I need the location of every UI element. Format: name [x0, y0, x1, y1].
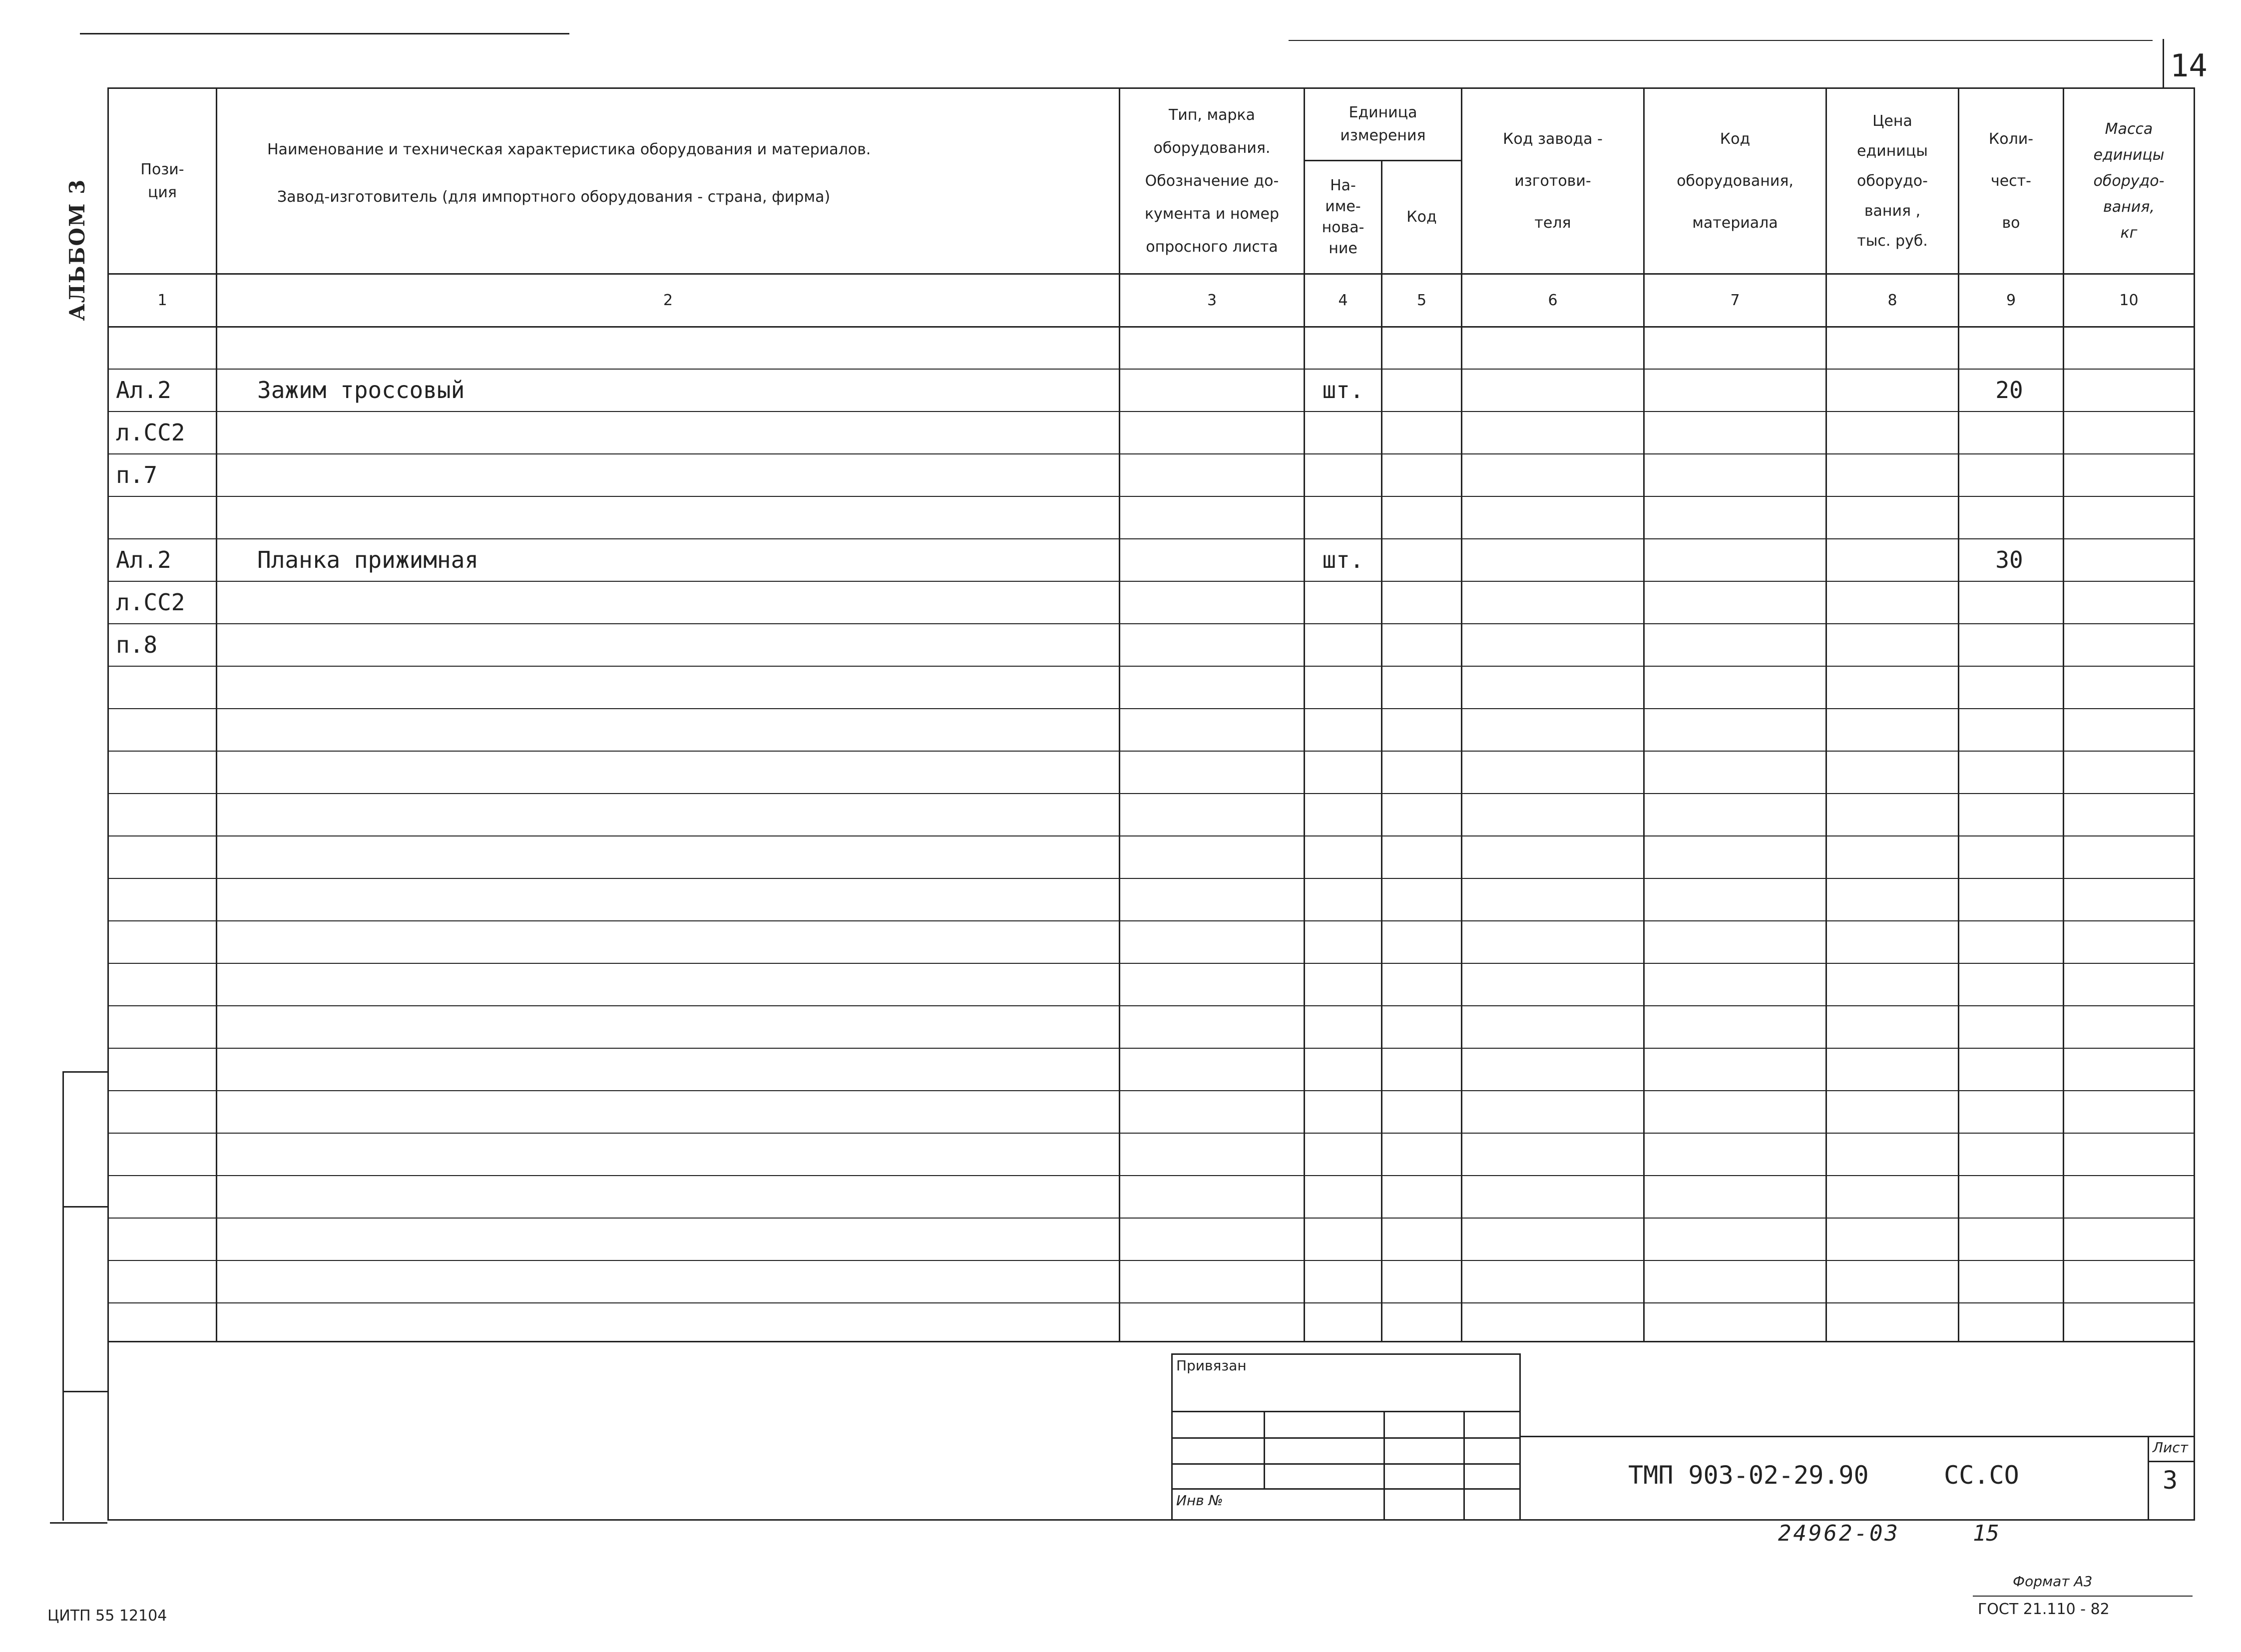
header-unit-name: На- име- нова- ние [1322, 177, 1364, 257]
row-divider [107, 1302, 2195, 1303]
format-label: Формат А3 [2013, 1573, 2093, 1590]
row-divider [107, 751, 2195, 752]
sheet-number: 3 [2163, 1466, 2178, 1495]
quantity-cell [1959, 581, 2059, 623]
column-number: 3 [1207, 291, 1217, 309]
row-divider [107, 920, 2195, 921]
column-number: 7 [1730, 291, 1740, 309]
row-divider [107, 1090, 2195, 1091]
unit-cell [1305, 411, 1381, 453]
header-unit-mass: Масса единицы оборудо- вания, кг [2093, 120, 2165, 242]
row-divider [107, 878, 2195, 879]
item-name-cell [257, 326, 1106, 369]
quantity-cell: 20 [1995, 376, 2023, 404]
header-name-line2: Завод-изготовитель (для импортного оборудования - страна, фирма) [277, 188, 831, 206]
archive-page: 15 [1973, 1521, 1999, 1546]
column-number: 9 [2006, 291, 2016, 309]
column-number: 5 [1416, 291, 1427, 309]
column-number: 2 [663, 291, 673, 309]
item-name-cell [257, 581, 1106, 623]
header-unit-group: Единица измерения [1340, 104, 1426, 144]
row-divider [107, 1005, 2195, 1006]
quantity-cell [1959, 453, 2059, 496]
column-number: 1 [157, 291, 167, 309]
header-unit-price: Цена единицы оборудо- вания , тыс. руб. [1857, 112, 1928, 250]
unit-cell [1305, 581, 1381, 623]
bottom-left-code: ЦИТП 55 12104 [47, 1607, 167, 1625]
row-divider [107, 666, 2195, 667]
row-divider [107, 708, 2195, 709]
row-divider [107, 1133, 2195, 1134]
header-equipment-code: Код оборудования, материала [1677, 130, 1793, 232]
document-code: ТМП 903-02-29.90 СС.СО [1628, 1461, 2019, 1490]
sheet-corner-number: 14 [2170, 47, 2208, 84]
position-cell: п.7 [116, 461, 158, 488]
column-number: 6 [1548, 291, 1558, 309]
album-label: АЛЬБОМ 3 [65, 178, 89, 321]
quantity-cell [1959, 623, 2059, 666]
position-cell: л.СС2 [116, 588, 185, 616]
header-name-line1: Наименование и техническая характеристика оборудования и материалов. [267, 141, 871, 158]
gost-label: ГОСТ 21.110 - 82 [1978, 1601, 2110, 1618]
column-number: 8 [1887, 291, 1897, 309]
header-factory-code: Код завода - изготови- теля [1503, 130, 1603, 232]
unit-cell: шт. [1322, 376, 1364, 404]
quantity-cell [1959, 496, 2059, 538]
item-name-cell [257, 411, 1106, 453]
archive-number: 24962-03 [1778, 1521, 1900, 1546]
item-name-cell [257, 496, 1106, 538]
item-name-cell [257, 453, 1106, 496]
item-name-cell: Планка прижимная [257, 546, 479, 573]
column-number: 4 [1338, 291, 1348, 309]
item-name-cell [257, 623, 1106, 666]
unit-cell [1305, 453, 1381, 496]
row-divider [107, 1218, 2195, 1219]
row-divider [107, 1048, 2195, 1049]
item-name-cell: Зажим троссовый [257, 376, 465, 404]
unit-cell [1305, 496, 1381, 538]
position-cell [116, 326, 216, 369]
header-quantity: Коли- чест- во [1988, 130, 2034, 232]
privyazan-label: Привязан [1176, 1357, 1247, 1374]
row-divider [107, 1175, 2195, 1176]
unit-cell: шт. [1322, 546, 1364, 573]
inventory-number-label: Инв № [1176, 1492, 1223, 1509]
quantity-cell [1959, 411, 2059, 453]
row-divider [107, 1260, 2195, 1261]
position-cell: п.8 [116, 631, 158, 658]
position-cell [116, 496, 216, 538]
row-divider [107, 793, 2195, 794]
header-type-mark: Тип, марка оборудования. Обозначение до- кумента и номер опросного листа [1144, 106, 1280, 256]
unit-cell [1305, 623, 1381, 666]
position-cell: Ал.2 [116, 546, 171, 573]
position-cell: л.СС2 [116, 418, 185, 446]
position-cell: Ал.2 [116, 376, 171, 404]
unit-cell [1305, 326, 1381, 369]
header-position: Пози- ция [140, 160, 184, 201]
column-number: 10 [2119, 291, 2139, 309]
quantity-cell: 30 [1995, 546, 2023, 573]
row-divider [107, 963, 2195, 964]
sheet-label: Лист [2153, 1439, 2188, 1456]
row-divider [107, 835, 2195, 836]
quantity-cell [1959, 326, 2059, 369]
header-unit-code: Код [1406, 208, 1437, 226]
